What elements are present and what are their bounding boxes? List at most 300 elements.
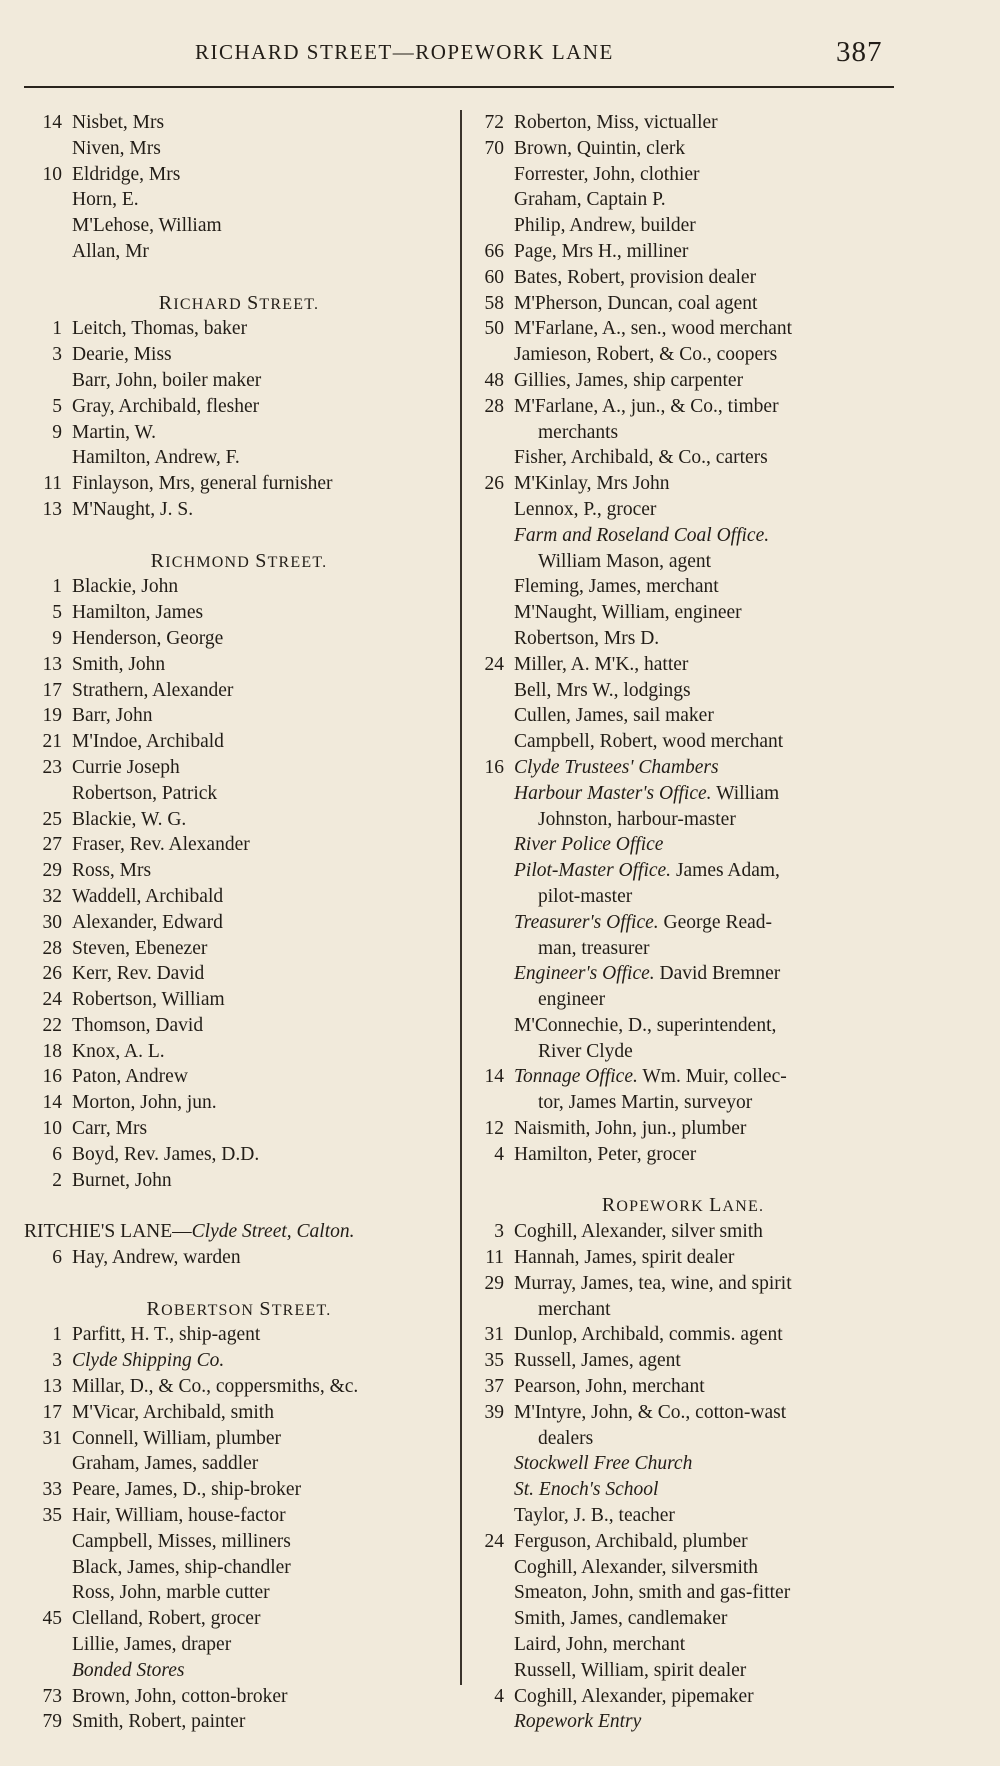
office-name: Pilot-Master Office. bbox=[514, 860, 672, 882]
spacer bbox=[24, 523, 454, 549]
house-number: 48 bbox=[484, 369, 504, 391]
entry-text: M'Indoe, Archibald bbox=[72, 731, 224, 753]
entry-text: Ross, John, marble cutter bbox=[72, 1582, 270, 1604]
house-number: 3 bbox=[52, 344, 62, 366]
house-number: 35 bbox=[42, 1505, 62, 1527]
directory-entry bbox=[466, 1090, 900, 1116]
entry-text: Russell, William, spirit dealer bbox=[514, 1659, 747, 1681]
house-number: 31 bbox=[484, 1324, 504, 1346]
entry-text: Farm and Roseland Coal Office. bbox=[514, 524, 770, 546]
directory-entry bbox=[466, 755, 900, 781]
street-heading: ROPEWORK LANE. bbox=[601, 1194, 765, 1217]
entry-text: Fraser, Rev. Alexander bbox=[72, 834, 250, 856]
directory-entry bbox=[24, 1529, 454, 1555]
entry-text: River Clyde bbox=[538, 1040, 633, 1062]
entry-text: Miller, A. M'K., hatter bbox=[514, 653, 689, 675]
directory-entry bbox=[24, 1168, 454, 1194]
entry-text bbox=[514, 961, 780, 987]
directory-entry bbox=[466, 1632, 900, 1658]
house-number: 6 bbox=[52, 1247, 62, 1269]
entry-text: Forrester, John, clothier bbox=[514, 163, 700, 185]
entry-text: merchant bbox=[538, 1298, 611, 1320]
entry-text: Burnet, John bbox=[72, 1169, 172, 1191]
entry-text: M'Pherson, Duncan, coal agent bbox=[514, 292, 758, 314]
directory-entry bbox=[466, 316, 900, 342]
page-header bbox=[0, 26, 1000, 82]
house-number: 24 bbox=[484, 653, 504, 675]
entry-text: Boyd, Rev. James, D.D. bbox=[72, 1143, 260, 1165]
entry-text: Ross, Mrs bbox=[72, 860, 152, 882]
house-number: 3 bbox=[52, 1350, 62, 1372]
house-number: 50 bbox=[484, 318, 504, 340]
directory-entry bbox=[466, 626, 900, 652]
house-number: 27 bbox=[42, 834, 62, 856]
entry-text: Martin, W. bbox=[72, 421, 156, 443]
right-column bbox=[466, 110, 900, 1735]
house-number: 72 bbox=[484, 112, 504, 133]
directory-entry bbox=[24, 729, 454, 755]
directory-entry bbox=[24, 600, 454, 626]
entry-text: Campbell, Robert, wood merchant bbox=[514, 731, 784, 753]
directory-entry bbox=[466, 858, 900, 884]
entry-text: Fisher, Archibald, & Co., carters bbox=[514, 447, 768, 469]
office-detail: George Read- bbox=[658, 911, 772, 933]
directory-entry bbox=[466, 1297, 900, 1323]
directory-entry bbox=[24, 1374, 454, 1400]
house-number: 4 bbox=[494, 1143, 504, 1165]
entry-text: Coghill, Alexander, silversmith bbox=[514, 1556, 759, 1578]
directory-entry bbox=[466, 987, 900, 1013]
entry-text: Currie Joseph bbox=[72, 756, 180, 778]
directory-entry bbox=[466, 420, 900, 446]
directory-entry bbox=[466, 703, 900, 729]
directory-entry bbox=[24, 394, 454, 420]
house-number: 6 bbox=[52, 1143, 62, 1165]
directory-entry bbox=[466, 1684, 900, 1710]
directory-entry bbox=[466, 652, 900, 678]
entry-text: Smith, James, candlemaker bbox=[514, 1608, 728, 1630]
entry-text: Black, James, ship-chandler bbox=[72, 1556, 291, 1578]
directory-entry bbox=[24, 1606, 454, 1632]
house-number: 28 bbox=[42, 937, 62, 959]
entry-text: Steven, Ebenezer bbox=[72, 937, 208, 959]
directory-entry bbox=[466, 445, 900, 471]
directory-entry bbox=[24, 1322, 454, 1348]
entry-text: M'Lehose, William bbox=[72, 215, 222, 237]
entry-text: Johnston, harbour-master bbox=[538, 808, 736, 830]
office-detail: David Bremner bbox=[654, 963, 781, 985]
directory-entry bbox=[24, 1632, 454, 1658]
lane-name: RITCHIE'S LANE— bbox=[24, 1221, 192, 1243]
entry-text: Millar, D., & Co., coppersmiths, &c. bbox=[72, 1376, 359, 1398]
directory-entry bbox=[466, 394, 900, 420]
directory-entry bbox=[24, 781, 454, 807]
directory-entry bbox=[24, 1013, 454, 1039]
entry-text: Page, Mrs H., milliner bbox=[514, 240, 689, 262]
directory-entry bbox=[466, 678, 900, 704]
lane-location: Clyde Street, Calton. bbox=[191, 1221, 355, 1243]
directory-entry bbox=[24, 936, 454, 962]
directory-entry bbox=[24, 1090, 454, 1116]
house-number: 23 bbox=[42, 756, 62, 778]
street-heading: RICHMOND STREET. bbox=[150, 549, 328, 572]
directory-entry bbox=[24, 1116, 454, 1142]
directory-entry bbox=[24, 858, 454, 884]
street-heading: RICHARD STREET. bbox=[158, 291, 320, 314]
entry-text: Russell, James, agent bbox=[514, 1350, 681, 1372]
house-number: 32 bbox=[42, 885, 62, 907]
entry-text: William Mason, agent bbox=[538, 550, 712, 572]
entry-text: Hannah, James, spirit dealer bbox=[514, 1247, 735, 1269]
office-name: Harbour Master's Office. bbox=[514, 782, 712, 804]
entry-text: Brown, Quintin, clerk bbox=[514, 137, 686, 159]
entry-text: Knox, A. L. bbox=[72, 1040, 165, 1062]
entry-text: Allan, Mr bbox=[72, 240, 149, 262]
house-number: 5 bbox=[52, 602, 62, 624]
directory-entry bbox=[466, 1555, 900, 1581]
entry-text: Campbell, Misses, milliners bbox=[72, 1530, 291, 1552]
entry-text bbox=[514, 781, 779, 807]
directory-entry bbox=[24, 1219, 454, 1245]
directory-entry bbox=[466, 1322, 900, 1348]
house-number: 24 bbox=[42, 989, 62, 1011]
directory-entry bbox=[24, 368, 454, 394]
spacer bbox=[24, 1271, 454, 1297]
directory-entry bbox=[466, 1709, 900, 1735]
house-number: 12 bbox=[484, 1118, 504, 1140]
directory-entry bbox=[24, 1580, 454, 1606]
house-number: 4 bbox=[494, 1685, 504, 1707]
entry-text: Nisbet, Mrs bbox=[72, 112, 165, 133]
directory-entry bbox=[24, 626, 454, 652]
directory-entry bbox=[24, 471, 454, 497]
office-detail: William bbox=[711, 782, 780, 804]
entry-text: Naismith, John, jun., plumber bbox=[514, 1118, 747, 1140]
directory-entry bbox=[24, 1555, 454, 1581]
left-column bbox=[24, 110, 454, 1735]
directory-entry bbox=[466, 549, 900, 575]
entry-text bbox=[514, 1064, 787, 1090]
directory-entry bbox=[466, 1348, 900, 1374]
entry-text: Laird, John, merchant bbox=[514, 1634, 686, 1656]
directory-entry bbox=[466, 523, 900, 549]
entry-text: Eldridge, Mrs bbox=[72, 163, 181, 185]
entry-text: M'Farlane, A., sen., wood merchant bbox=[514, 318, 793, 340]
entry-text: Hamilton, James bbox=[72, 602, 204, 624]
house-number: 73 bbox=[42, 1685, 62, 1707]
house-number: 16 bbox=[42, 1066, 62, 1088]
directory-entry bbox=[466, 1039, 900, 1065]
directory-entry bbox=[466, 961, 900, 987]
entry-text: man, treasurer bbox=[538, 937, 650, 959]
entry-text: Clelland, Robert, grocer bbox=[72, 1608, 261, 1630]
entry-text: Roberton, Miss, victualler bbox=[514, 112, 718, 133]
entry-text: M'Connechie, D., superintendent, bbox=[514, 1014, 777, 1036]
entry-text: Gillies, James, ship carpenter bbox=[514, 369, 744, 391]
house-number: 70 bbox=[484, 137, 504, 159]
office-name: Tonnage Office. bbox=[514, 1066, 638, 1088]
directory-entry bbox=[24, 1709, 454, 1735]
entry-text: Hair, William, house-factor bbox=[72, 1505, 286, 1527]
entry-text: pilot-master bbox=[538, 885, 633, 907]
entry-text: Bell, Mrs W., lodgings bbox=[514, 679, 691, 701]
entry-text: Cullen, James, sail maker bbox=[514, 705, 714, 727]
directory-entry bbox=[466, 1064, 900, 1090]
entry-text: engineer bbox=[538, 989, 606, 1011]
spacer bbox=[24, 1193, 454, 1219]
directory-entry bbox=[466, 1503, 900, 1529]
entry-text: Carr, Mrs bbox=[72, 1118, 148, 1140]
entry-text: Morton, John, jun. bbox=[72, 1092, 217, 1114]
directory-entry bbox=[24, 1503, 454, 1529]
house-number: 18 bbox=[42, 1040, 62, 1062]
directory-entry bbox=[466, 1271, 900, 1297]
entry-text: Clyde Shipping Co. bbox=[72, 1350, 225, 1372]
house-number: 66 bbox=[484, 240, 504, 262]
directory-entry bbox=[24, 239, 454, 265]
directory-entry bbox=[466, 471, 900, 497]
office-name: Treasurer's Office. bbox=[514, 911, 659, 933]
house-number: 31 bbox=[42, 1427, 62, 1449]
entry-text: Smith, Robert, painter bbox=[72, 1711, 246, 1733]
entry-text: Smith, John bbox=[72, 653, 166, 675]
entry-text: Connell, William, plumber bbox=[72, 1427, 281, 1449]
house-number: 2 bbox=[52, 1169, 62, 1191]
directory-entry bbox=[24, 703, 454, 729]
directory-entry bbox=[24, 961, 454, 987]
directory-entry bbox=[466, 368, 900, 394]
column-divider bbox=[460, 110, 462, 1685]
directory-entry bbox=[466, 1477, 900, 1503]
house-number: 29 bbox=[484, 1272, 504, 1294]
directory-entry bbox=[466, 832, 900, 858]
directory-entry bbox=[466, 574, 900, 600]
directory-entry bbox=[24, 884, 454, 910]
house-number: 5 bbox=[52, 395, 62, 417]
entry-text: Paton, Andrew bbox=[72, 1066, 188, 1088]
directory-entry bbox=[24, 1451, 454, 1477]
entry-text: M'Naught, J. S. bbox=[72, 498, 194, 520]
entry-text: Alexander, Edward bbox=[72, 911, 223, 933]
entry-text: Blackie, John bbox=[72, 576, 179, 598]
entry-text: Barr, John, boiler maker bbox=[72, 369, 262, 391]
house-number: 30 bbox=[42, 911, 62, 933]
entry-text: Leitch, Thomas, baker bbox=[72, 318, 248, 340]
directory-entry bbox=[466, 1426, 900, 1452]
house-number: 39 bbox=[484, 1401, 504, 1423]
entry-text: Graham, Captain P. bbox=[514, 189, 666, 211]
entry-text: tor, James Martin, surveyor bbox=[538, 1092, 753, 1114]
house-number: 33 bbox=[42, 1479, 62, 1501]
entry-text: Dearie, Miss bbox=[72, 344, 172, 366]
directory-entry bbox=[24, 910, 454, 936]
directory-entry bbox=[466, 729, 900, 755]
house-number: 60 bbox=[484, 266, 504, 288]
entry-text bbox=[514, 858, 780, 884]
house-number: 35 bbox=[484, 1350, 504, 1372]
house-number: 26 bbox=[42, 963, 62, 985]
directory-entry bbox=[466, 1529, 900, 1555]
directory-entry bbox=[466, 884, 900, 910]
entry-text: merchants bbox=[538, 421, 619, 443]
house-number: 9 bbox=[52, 627, 62, 649]
header-rule bbox=[24, 86, 894, 88]
house-number: 13 bbox=[42, 498, 62, 520]
house-number: 58 bbox=[484, 292, 504, 314]
entry-text: St. Enoch's School bbox=[514, 1479, 659, 1501]
directory-entry bbox=[466, 1013, 900, 1039]
directory-entry bbox=[466, 1400, 900, 1426]
office-name: Engineer's Office. bbox=[514, 963, 655, 985]
directory-entry bbox=[24, 1477, 454, 1503]
directory-entry bbox=[466, 807, 900, 833]
directory-entry bbox=[24, 1064, 454, 1090]
entry-text: Fleming, James, merchant bbox=[514, 576, 719, 598]
house-number: 14 bbox=[484, 1066, 504, 1088]
directory-entry bbox=[24, 755, 454, 781]
entry-text: Robertson, Patrick bbox=[72, 782, 218, 804]
office-detail: Wm. Muir, collec- bbox=[637, 1066, 787, 1088]
entry-text: M'Kinlay, Mrs John bbox=[514, 473, 670, 495]
house-number: 10 bbox=[42, 1118, 62, 1140]
directory-entry bbox=[466, 162, 900, 188]
entry-text: M'Naught, William, engineer bbox=[514, 602, 742, 624]
directory-entry bbox=[466, 291, 900, 317]
entry-text: Robertson, Mrs D. bbox=[514, 627, 660, 649]
entry-text: M'Farlane, A., jun., & Co., timber bbox=[514, 395, 779, 417]
entry-text: Gray, Archibald, flesher bbox=[72, 395, 260, 417]
directory-entry bbox=[24, 832, 454, 858]
directory-entry bbox=[24, 162, 454, 188]
entry-text: Bates, Robert, provision dealer bbox=[514, 266, 757, 288]
house-number: 37 bbox=[484, 1376, 504, 1398]
entry-text: Stockwell Free Church bbox=[514, 1453, 693, 1475]
directory-entry bbox=[24, 1658, 454, 1684]
directory-entry bbox=[466, 1580, 900, 1606]
entry-text: Horn, E. bbox=[72, 189, 139, 211]
entry-text: M'Intyre, John, & Co., cotton-wast bbox=[514, 1401, 787, 1423]
directory-entry bbox=[466, 1374, 900, 1400]
directory-entry bbox=[24, 1039, 454, 1065]
house-number: 14 bbox=[42, 1092, 62, 1114]
directory-entry bbox=[466, 1606, 900, 1632]
directory-entry bbox=[24, 1142, 454, 1168]
directory-entry bbox=[466, 110, 900, 136]
directory-entry bbox=[466, 136, 900, 162]
entry-text: Coghill, Alexander, silver smith bbox=[514, 1221, 763, 1243]
directory-entry bbox=[24, 136, 454, 162]
entry-text: Waddell, Archibald bbox=[72, 885, 224, 907]
directory-entry bbox=[466, 1451, 900, 1477]
entry-text: Ferguson, Archibald, plumber bbox=[514, 1530, 748, 1552]
page-number: 387 bbox=[836, 36, 883, 68]
house-number: 11 bbox=[485, 1247, 504, 1269]
entry-text bbox=[514, 910, 772, 936]
directory-entry bbox=[466, 1245, 900, 1271]
entry-text: M'Vicar, Archibald, smith bbox=[72, 1401, 274, 1423]
entry-text: Murray, James, tea, wine, and spirit bbox=[514, 1272, 792, 1294]
entry-text: Peare, James, D., ship-broker bbox=[72, 1479, 302, 1501]
house-number: 13 bbox=[42, 653, 62, 675]
directory-entry bbox=[24, 678, 454, 704]
directory-entry bbox=[466, 187, 900, 213]
house-number: 79 bbox=[42, 1711, 62, 1733]
house-number: 17 bbox=[42, 679, 62, 701]
entry-text: Taylor, J. B., teacher bbox=[514, 1505, 675, 1527]
directory-entry bbox=[24, 342, 454, 368]
directory-entry bbox=[466, 239, 900, 265]
running-head: RICHARD STREET—ROPEWORK LANE bbox=[195, 40, 614, 64]
entry-text: Brown, John, cotton-broker bbox=[72, 1685, 288, 1707]
directory-entry bbox=[466, 342, 900, 368]
directory-entry bbox=[24, 987, 454, 1013]
directory-entry bbox=[466, 1142, 900, 1168]
entry-text: Bonded Stores bbox=[72, 1659, 185, 1681]
spacer bbox=[466, 1168, 900, 1194]
directory-entry bbox=[466, 781, 900, 807]
directory-entry bbox=[466, 497, 900, 523]
directory-entry bbox=[466, 265, 900, 291]
house-number: 9 bbox=[52, 421, 62, 443]
entry-text: Pearson, John, merchant bbox=[514, 1376, 705, 1398]
directory-entry bbox=[24, 445, 454, 471]
lane-heading bbox=[24, 1219, 355, 1245]
directory-entry bbox=[24, 1348, 454, 1374]
entry-text: Jamieson, Robert, & Co., coopers bbox=[514, 344, 778, 366]
house-number: 22 bbox=[42, 1014, 62, 1036]
directory-entry bbox=[24, 316, 454, 342]
house-number: 1 bbox=[52, 576, 62, 598]
house-number: 26 bbox=[484, 473, 504, 495]
house-number: 3 bbox=[494, 1221, 504, 1243]
house-number: 45 bbox=[42, 1608, 62, 1630]
directory-entry bbox=[24, 187, 454, 213]
entry-text: Graham, James, saddler bbox=[72, 1453, 259, 1475]
directory-entry bbox=[24, 1426, 454, 1452]
office-detail: James Adam, bbox=[671, 860, 780, 882]
directory-entry bbox=[24, 652, 454, 678]
house-number: 10 bbox=[42, 163, 62, 185]
house-number: 29 bbox=[42, 860, 62, 882]
house-number: 24 bbox=[484, 1530, 504, 1552]
entry-text: Kerr, Rev. David bbox=[72, 963, 205, 985]
house-number: 1 bbox=[52, 318, 62, 340]
house-number: 16 bbox=[484, 756, 504, 778]
directory-entry bbox=[24, 1684, 454, 1710]
directory-entry bbox=[466, 1116, 900, 1142]
directory-entry bbox=[466, 1219, 900, 1245]
directory-entry bbox=[24, 110, 454, 136]
house-number: 21 bbox=[42, 731, 62, 753]
entry-text: Lennox, P., grocer bbox=[514, 498, 657, 520]
house-number: 1 bbox=[52, 1324, 62, 1346]
entry-text: Philip, Andrew, builder bbox=[514, 215, 696, 237]
entry-text: Henderson, George bbox=[72, 627, 224, 649]
directory-entry bbox=[466, 213, 900, 239]
directory-entry bbox=[24, 574, 454, 600]
directory-entry bbox=[24, 1245, 454, 1271]
entry-text: Thomson, David bbox=[72, 1014, 204, 1036]
entry-text: Dunlop, Archibald, commis. agent bbox=[514, 1324, 783, 1346]
entry-text: Hay, Andrew, warden bbox=[72, 1247, 241, 1269]
entry-text: Lillie, James, draper bbox=[72, 1634, 232, 1656]
directory-entry bbox=[466, 910, 900, 936]
directory-entry bbox=[24, 1400, 454, 1426]
entry-text: Clyde Trustees' Chambers bbox=[514, 756, 719, 778]
house-number: 14 bbox=[42, 112, 62, 133]
entry-text: Finlayson, Mrs, general furnisher bbox=[72, 473, 333, 495]
entry-text: River Police Office bbox=[514, 834, 664, 856]
